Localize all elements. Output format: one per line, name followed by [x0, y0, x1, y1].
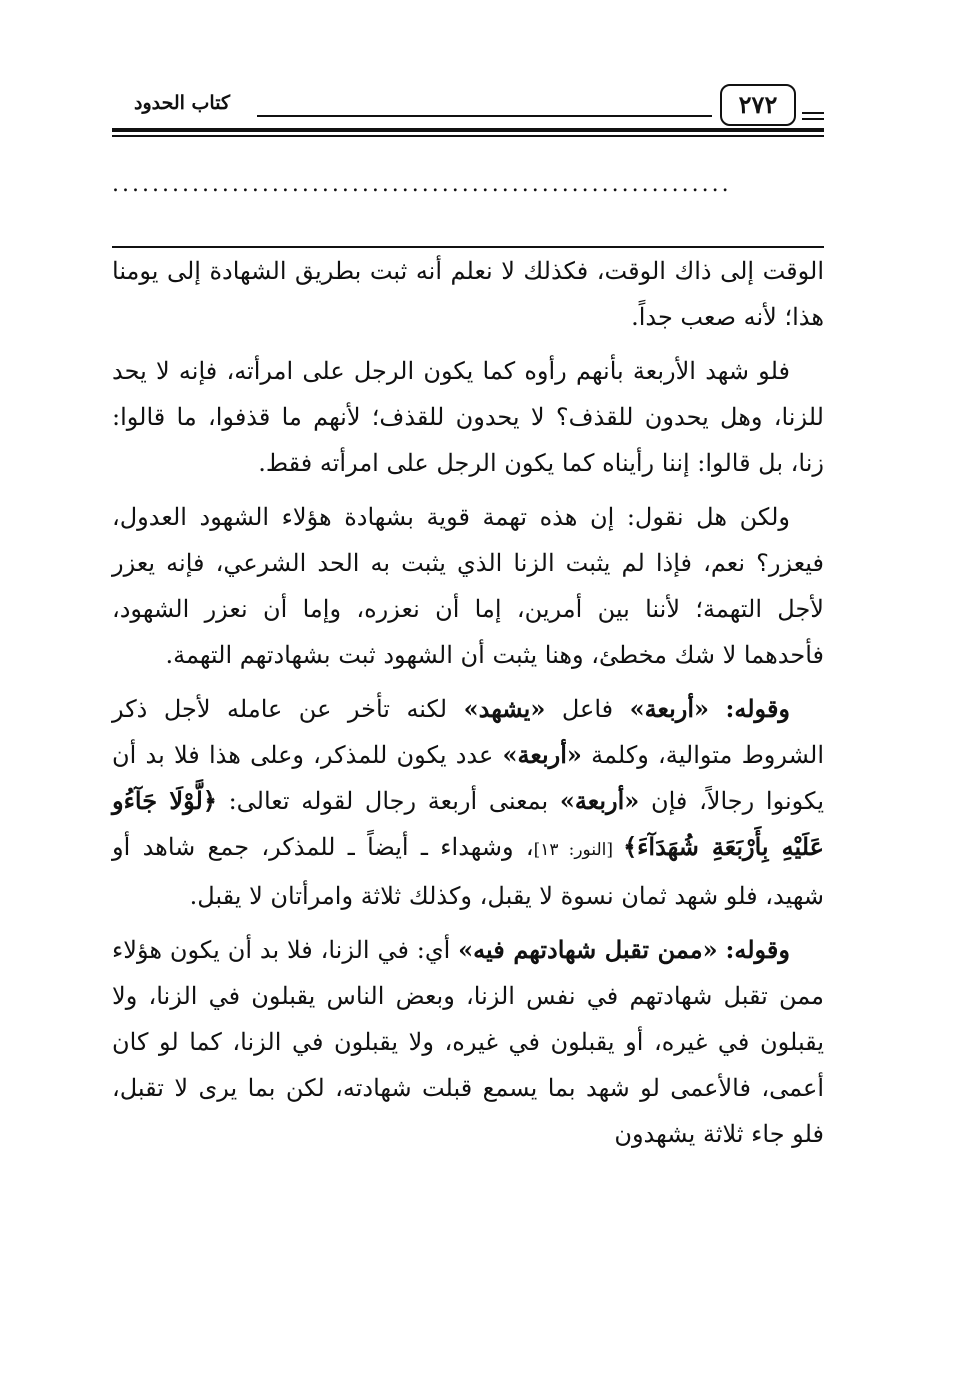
page-body — [112, 242, 824, 1165]
paragraph-5 — [112, 927, 824, 1157]
header-rule-right-1 — [802, 112, 824, 114]
text-run: فاعل — [545, 695, 630, 723]
verse-reference: [النور: ١٣] — [533, 840, 624, 860]
header-rule-thick — [112, 128, 824, 132]
quran-verse: ﴿لَّوْلَا جَآءُو عَلَيْهِ بِأَرْبَعَةِ شُهَدَآءَ﴾ — [112, 786, 824, 861]
header-rule-right-2 — [802, 118, 824, 120]
page-number: ٢٧٢ — [720, 84, 796, 126]
paragraph-2: فلو شهد الأربعة بأنهم رأوه كما يكون الرجل على امرأته، فإنه لا يحد للزنا، وهل يحدون للقذف؟ لا يحدون للقذف؛ لأنهم ما قذفوا، ما قالوا: زنا، بل قالوا: إننا رأيناه كما يكون الرجل على امرأته فقط. — [112, 357, 824, 477]
quoted-term: «أربعة» — [629, 694, 710, 723]
text-run: بمعنى أربعة رجال لقوله تعالى: — [216, 787, 560, 815]
header-rule-left — [257, 115, 712, 117]
header-rule-thin — [112, 135, 824, 137]
text-run: لكنه تأخر عن عامله لأجل ذكر الشروط متوالية، وكلمة — [112, 695, 825, 769]
lead-word: وقوله: — [725, 694, 791, 723]
quoted-term: «أربعة» — [559, 786, 640, 815]
text-run: أي: في الزنا، فلا بد أن يكون هؤلاء ممن تقبل شهادتهم في نفس الزنا، وبعض الناس يقبلون في الزنا، ولا يقبلون في غيره، أو يقبلون في غيره، ولا يقبلون في الزنا، كما لو كان أعمى، فالأعمى لو شهد بما يسمع قبلت شهادته، لكن بما يرى لا تقبل، فلو جاء ثلاثة يشهدون — [112, 936, 824, 1148]
paragraph-4 — [112, 686, 824, 919]
text-run: ، وشهداء ـ أيضاً ـ للمذكر، جمع شاهد أو شهيد، فلو شهد ثمان نسوة لا يقبل، وكذلك ثلاثة وامرأتان لا يقبل. — [112, 833, 824, 910]
lead-word: وقوله: — [725, 935, 790, 964]
paragraph-1: الوقت إلى ذاك الوقت، فكذلك لا نعلم أنه ثبت بطريق الشهادة إلى يومنا هذا؛ لأنه صعب جداً. — [112, 257, 824, 331]
continuation-dots: .............................................................. — [112, 172, 732, 197]
quoted-term: «أربعة» — [502, 740, 582, 769]
quoted-term: «يشهد» — [463, 694, 546, 723]
paragraph-3: ولكن هل نقول: إن هذه تهمة قوية بشهادة هؤلاء الشهود العدول، فيعزر؟ نعم، فإذا لم يثبت الزنا الذي يثبت به الحد الشرعي، فإنه يعزر لأجل التهمة؛ لأننا بين أمرين، إما أن نعزره، وإما أن نعزر الشهود، فأحدهما لا شك مخطئ، وهنا يثبت أن الشهود ثبت بشهادتهم التهمة. — [112, 503, 824, 669]
page-header — [112, 82, 824, 142]
text-run: عدد يكون للمذكر، وعلى هذا فلا بد أن يكونوا رجالاً، فإن — [112, 741, 824, 815]
quoted-term: «ممن تقبل شهادتهم فيه» — [458, 935, 718, 964]
book-title: كتاب الحدود — [133, 92, 230, 114]
